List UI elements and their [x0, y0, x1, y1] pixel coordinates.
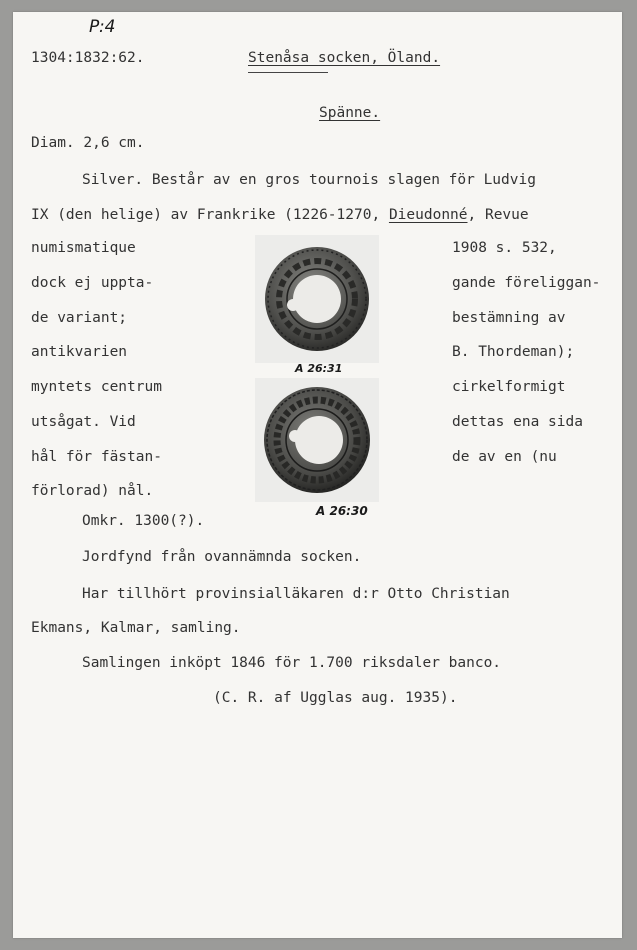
left-column-line-7: hål för fästan-: [31, 449, 162, 465]
description-line-2-text: IX (den helige) av Frankrike (1226-1270,: [31, 207, 381, 223]
left-column-line-4: antikvarien: [31, 344, 128, 360]
purchase-note: Samlingen inköpt 1846 för 1.700 riksdaler banco.: [82, 655, 502, 671]
location-heading: Stenåsa socken, Öland.: [248, 50, 441, 66]
left-column-line-5: myntets centrum: [31, 379, 162, 395]
coin-photo-obverse: [255, 235, 379, 363]
coin-obverse-image: [255, 235, 379, 363]
catalog-card: [13, 12, 622, 938]
right-column-line-3: bestämning av: [452, 310, 566, 326]
reference-journal: , Revue: [467, 207, 529, 223]
find-context: Jordfynd från ovannämnda socken.: [82, 549, 362, 565]
description-line-1: Silver. Består av en gros tournois slagen för Ludvig: [82, 172, 536, 188]
diameter: Diam. 2,6 cm.: [31, 135, 145, 151]
provenance-line-2: Ekmans, Kalmar, samling.: [31, 620, 241, 636]
handwritten-note: P:4: [89, 17, 116, 37]
object-type: Spänne.: [319, 105, 381, 121]
photo-label-reverse: A 26:30: [316, 504, 368, 518]
left-column-line-3: de variant;: [31, 310, 128, 326]
right-column-line-1: 1908 s. 532,: [452, 240, 557, 256]
signature: (C. R. af Ugglas aug. 1935).: [213, 690, 458, 706]
right-column-line-5: cirkelformigt: [452, 379, 566, 395]
left-column-line-6: utsågat. Vid: [31, 414, 136, 430]
right-column-line-2: gande föreliggan-: [452, 275, 601, 291]
right-column-line-4: B. Thordeman);: [452, 344, 575, 360]
heading-rule: [248, 72, 328, 73]
left-column-line-2: dock ej uppta-: [31, 275, 154, 291]
right-column-line-7: de av en (nu: [452, 449, 557, 465]
coin-reverse-image: [255, 378, 379, 502]
dating: Omkr. 1300(?).: [82, 513, 205, 529]
catalog-number: 1304:1832:62.: [31, 50, 145, 66]
coin-photo-reverse: [255, 378, 379, 502]
provenance-line-1: Har tillhört provinsialläkaren d:r Otto Christian: [82, 586, 510, 602]
left-column-line-1: numismatique: [31, 240, 136, 256]
left-column-line-8: förlorad) nål.: [31, 483, 154, 499]
photo-label-obverse: A 26:31: [295, 362, 343, 375]
description-line-2: [31, 206, 529, 224]
reference-author: Dieudonné: [388, 207, 468, 223]
right-column-line-6: dettas ena sida: [452, 414, 583, 430]
